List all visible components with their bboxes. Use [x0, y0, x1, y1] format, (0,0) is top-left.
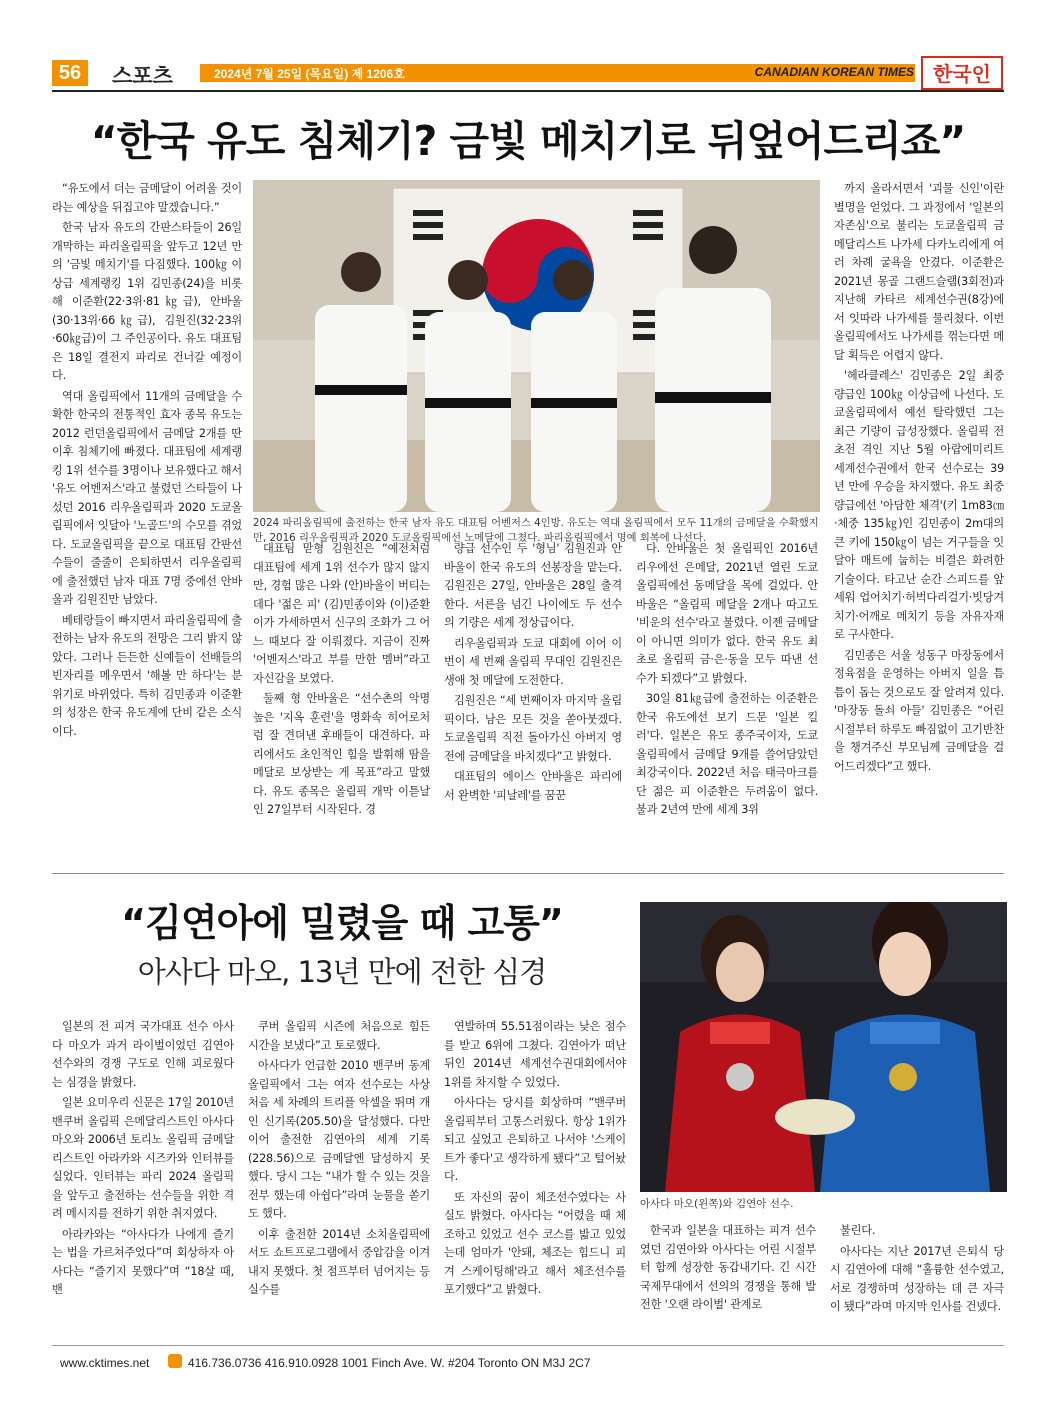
judo-team-photo: [253, 180, 820, 512]
issue-date: 2024년 7월 25일 (목요일) 제 1206호: [214, 67, 405, 81]
article2-headline: “김연아에 밀렸을 때 고통”: [121, 901, 563, 945]
photo-caption: 아사다 마오(왼쪽)와 김연아 선수.: [640, 1198, 794, 1210]
article1-column-3: [444, 540, 622, 862]
paragraph: '헤라클레스' 김민종은 2일 최중량급인 100㎏ 이상급에 나선다. 도쿄올림픽에서 예선 탈락했던 그는 최근 기량이 급성장했다. 올림픽 전초전 격인 지난 5월 아랍에미리트 세계선수권에서 한국 선수로는 39년 만에 우승을 차지했다. 유도 최중량급에선 '아담한 체격'(키 1m83㎝·체중 135㎏)인 김민종이 2m대의 큰 키에 150㎏이 넘는 거구들을 잇달아 매트에 눕히는 비결은 화려한 기술이다. 타고난 순간 스피드를 앞세워 업어치기·허벅다리걸기·빗당겨치기·어깨로 메치기 등을 자유자재로 구사한다.: [834, 369, 1004, 641]
paragraph: 쿠버 올림픽 시즌에 처음으로 힘든 시간을 보냈다”고 토로했다.: [248, 1020, 430, 1052]
paragraph: 리우올림픽과 도쿄 대회에 이어 이번이 세 번째 올림픽 무대인 김원진은 생애 첫 메달에 도전한다.: [444, 636, 622, 687]
paragraph: 역대 올림픽에서 11개의 금메달을 수확한 한국의 전통적인 효자 종목 유도는 2012 런던올림픽에서 금메달 2개를 딴 이후 침체기에 빠졌다. 대표팀에 세계랭킹 1위 선수를 3명이나 보유했다고 해서 '유도 어벤저스'라고 불렸던 스타들이 나섰던 2016 리우올림픽과 2020 도쿄올림픽에서 잇달아 '노골드'의 수모를 겪었다. 도쿄올림픽을 끝으로 대표팀 간판선수들이 줄줄이 은퇴하면서 리우올림픽에 출전했던 남자 대표 7명 중에선 안바울과 김원진만 남았다.: [52, 389, 242, 606]
article2-column-3: [444, 1018, 626, 1340]
article1-column-5: [834, 180, 1004, 862]
article1-headline: “한국 유도 침체기? 금빛 메치기로 뒤엎어드리죠”: [90, 117, 966, 165]
paragraph: “유도에서 더는 금메달이 어려울 것이라는 예상을 뒤집고야 말겠습니다.”: [52, 182, 242, 214]
paragraph: 둘째 형 안바울은 “선수촌의 악명 높은 '지옥 훈련'을 명화속 히어로처럼 잘 견뎌낸 후배들이 대견하다. 파리에서도 초인적인 힘을 발휘해 땀을 메달로 보상받는 게 목표”라고 말했다. 유도 종목은 올림픽 개막 이튿날인 27일부터 시작된다. 경: [253, 692, 430, 816]
paragraph: 아사다는 당시를 회상하며 “밴쿠버 올림픽부터 고통스러웠다. 항상 1위가 되고 싶었고 은퇴하고 나서야 '스케이트가 좋다'고 생각하게 됐다”고 털어놨다.: [444, 1096, 626, 1183]
paragraph: 일본의 전 피겨 국가대표 선수 아사다 마오가 과거 라이벌이었던 김연아 선수와의 경쟁 구도로 인해 괴로웠다는 심경을 밝혔다.: [52, 1020, 234, 1089]
paragraph: 아사다는 지난 2017년 은퇴식 당시 김연아에 대해 “훌륭한 선수였고, 서로 경쟁하며 성장하는 데 큰 자극이 됐다”라며 마지막 인사를 건넸다.: [830, 1244, 1004, 1313]
paragraph: 다. 안바울은 첫 올림픽인 2016년 리우에선 은메달, 2021년 열린 도쿄올림픽에선 동메달을 목에 걸었다. 안바울은 “올림픽 메달을 2개나 따고도 '비운의 선수'라고 불렸다. 이젠 금메달이 아니면 의미가 없다. 한국 유도 최초로 올림픽 금·은·동을 모두 따낸 선수가 되겠다”고 밝혔다.: [636, 542, 818, 685]
paragraph: 불린다.: [840, 1224, 876, 1237]
paragraph: 대표팀의 에이스 안바울은 파리에서 완벽한 '피날레'를 꿈꾼: [444, 770, 622, 802]
article2-column-5: [830, 1222, 1004, 1342]
article2-subheadline: 아사다 마오, 13년 만에 전한 심경: [137, 955, 547, 989]
section-title: 스포츠: [112, 64, 173, 88]
figure-skaters-photo: [640, 902, 1007, 1192]
article2-column-2: [248, 1018, 430, 1340]
paragraph: 김원진은 “세 번째이자 마지막 올림픽이다. 남은 모든 것을 쏟아붓겠다. 도쿄올림픽 직전 돌아가신 아버지 영전에 금메달을 바치겠다”고 밝혔다.: [444, 694, 622, 763]
paragraph: 30일 81㎏급에 출전하는 이준환은 한국 유도에선 보기 드문 '일본 킬러'다. 일본은 유도 종주국이자, 도쿄올림픽에서 금메달 9개를 쓸어담았던 최강국이다. 2022년 처음 태극마크를 단 젊은 피 이준환은 두려움이 없다. 불과 2년여 만에 세계 3위: [636, 692, 818, 816]
article1-column-4: [636, 540, 818, 862]
paragraph: 김민종은 서울 성동구 마장동에서 정육점을 운영하는 아버지 일을 틈틈이 돕는 것으로도 잘 알려져 있다. '마장동 돌쇠 아들' 김민종은 “어린 시절부터 하루도 빠짐없이 고기반찬을 챙겨주신 부모님께 금메달을 걸어드리겠다”고 했다.: [834, 648, 1004, 773]
article2-column-4: [640, 1222, 816, 1342]
publication-name: CANADIAN KOREAN TIMES: [754, 65, 914, 79]
paragraph: 일본 요미우리 신문은 17일 2010년 밴쿠버 올림픽 은메달리스트인 아사다 마오와 2006년 토리노 올림픽 금메달리스트인 아라카와 시즈카와 인터뷰를 실었다. 인터뷰는 파리 2024 올림픽을 앞두고 출전하는 선수들을 위한 격려 메시지를 전하기 위한 취지였다.: [52, 1096, 234, 1220]
website-link[interactable]: www.cktimes.net: [60, 1356, 150, 1370]
footer-rule: [52, 1345, 1004, 1346]
newspaper-logo: [921, 56, 1003, 90]
paragraph: 까지 올라서면서 '괴물 신인'이란 별명을 얻었다. 그 과정에서 '일본의 자존심'으로 불리는 도쿄올림픽 금메달리스트 나가세 다카노리에게 여러 차례 굴욕을 안겼다. 이준환은 2021년 몽골 그랜드슬램(3회전)과 지난해 카타르 세계선수권(8강)에서 잇따라 나가세를 물리쳤다. 이번 올림픽에서도 나가세를 꺾는다면 메달 획득은 어렵지 않다.: [834, 182, 1004, 362]
paragraph: 한국 남자 유도의 간판스타들이 26일 개막하는 파리올림픽을 앞두고 12년 만의 '금빛 메치기'를 다짐했다. 100㎏ 이상급 세계랭킹 1위 김민종(24)을 비롯해 이준환(22·3위·81㎏급), 안바울(30·13위·66㎏급), 김원진(32·23위·60㎏급)이 그 주인공이다. 유도 대표팀은 18일 결전지 파리로 건너갈 예정이다.: [52, 221, 242, 382]
paragraph: 대표팀 맏형 김원진은 “예전처럼 대표팀에 세계 1위 선수가 많지 않지만, 경험 많은 나와 (안)바울이 버티는 데다 '젊은 피' (김)민종이와 (이)준환이가 가세하면서 신구의 조화가 그 어느 때보다 잘 이뤄졌다. 지금이 진짜 '어벤저스'라고 부를 만한 멤버”라고 자신감을 보였다.: [253, 542, 430, 685]
paragraph: 량급 선수인 두 '형님' 김원진과 안바울이 한국 유도의 선봉장을 맡는다. 김원진은 27일, 안바울은 28일 출격한다. 서른을 넘긴 나이에도 두 선수의 기량은 세계 정상급이다.: [444, 542, 622, 629]
paragraph: 한국과 일본을 대표하는 피겨 선수였던 김연아와 아사다는 어린 시절부터 함께 성장한 동갑내기다. 긴 시간 국제무대에서 선의의 경쟁을 통해 발전한 '오랜 라이벌' 관계로: [640, 1224, 816, 1311]
article1-column-2: [253, 540, 430, 862]
paragraph: 또 자신의 꿈이 체조선수였다는 사실도 밝혔다. 아사다는 “어렸을 때 체조하고 있었고 선수 코스를 밟고 있었는데 엄마가 '안돼, 체조는 힘드니 피겨 스케이팅해'라고 해서 체조선수를 포기했다”고 밝혔다.: [444, 1190, 626, 1296]
paragraph: 이후 출전한 2014년 소치올림픽에서도 쇼트프로그램에서 중압감을 이겨내지 못했다. 첫 점프부터 넘어지는 등 실수를: [248, 1227, 430, 1296]
article1-column-1: [52, 180, 242, 862]
paragraph: 베테랑들이 빠지면서 파리올림픽에 출전하는 남자 유도의 전망은 그리 밝지 않았다. 그러나 든든한 신예들이 선배들의 빈자리를 메우면서 '해볼 만 하다'는 분위기로 바뀌었다. 특히 김민종과 이준환의 성장은 한국 유도계에 단비 같은 소식이다.: [52, 613, 242, 738]
header-rule: [52, 90, 1004, 92]
paragraph: 아라카와는 “아사다가 나에게 즐기는 법을 가르쳐주었다”며 회상하자 아사다는 “즐기지 못했다”며 “18살 때, 밴: [52, 1227, 234, 1296]
contact-info: 416.736.0736 416.910.0928 1001 Finch Ave. W. #204 Toronto ON M3J 2C7: [188, 1356, 591, 1370]
logo-text: 한국인: [933, 62, 991, 86]
phone-icon: [168, 1354, 182, 1368]
paragraph: 연발하며 55.51점이라는 낮은 점수를 받고 6위에 그쳤다. 김연아가 떠난 뒤인 2014년 세계선수권대회에서야 1위를 차지할 수 있었다.: [444, 1020, 626, 1089]
article-divider: [52, 873, 1004, 874]
paragraph: 아사다가 언급한 2010 밴쿠버 동계올림픽에서 그는 여자 선수로는 사상 처음 세 차례의 트리플 악셀을 뛰며 개인 신기록(205.50)을 달성했다. 다만 이어 출전한 김연아의 세계 기록(228.56)으로 금메달엔 달성하지 못했다. 당시 그는 “내가 할 수 있는 것을 전부 했는데 아쉽다”라며 눈물을 쏟기도 했다.: [248, 1059, 430, 1220]
page-number: 56: [52, 60, 88, 86]
article2-column-1: [52, 1018, 234, 1340]
photo-caption: 2024 파리올림픽에 출전하는 한국 남자 유도 대표팀 어벤저스 4인방. 유도는 역대 올림픽에서 모두 11개의 금메달을 수확했지만, 2016 리우올림픽과 2020 도쿄올림픽에선 노메달에 그쳤다. 파리올림픽에서 명예 회복에 나선다.: [253, 517, 819, 544]
